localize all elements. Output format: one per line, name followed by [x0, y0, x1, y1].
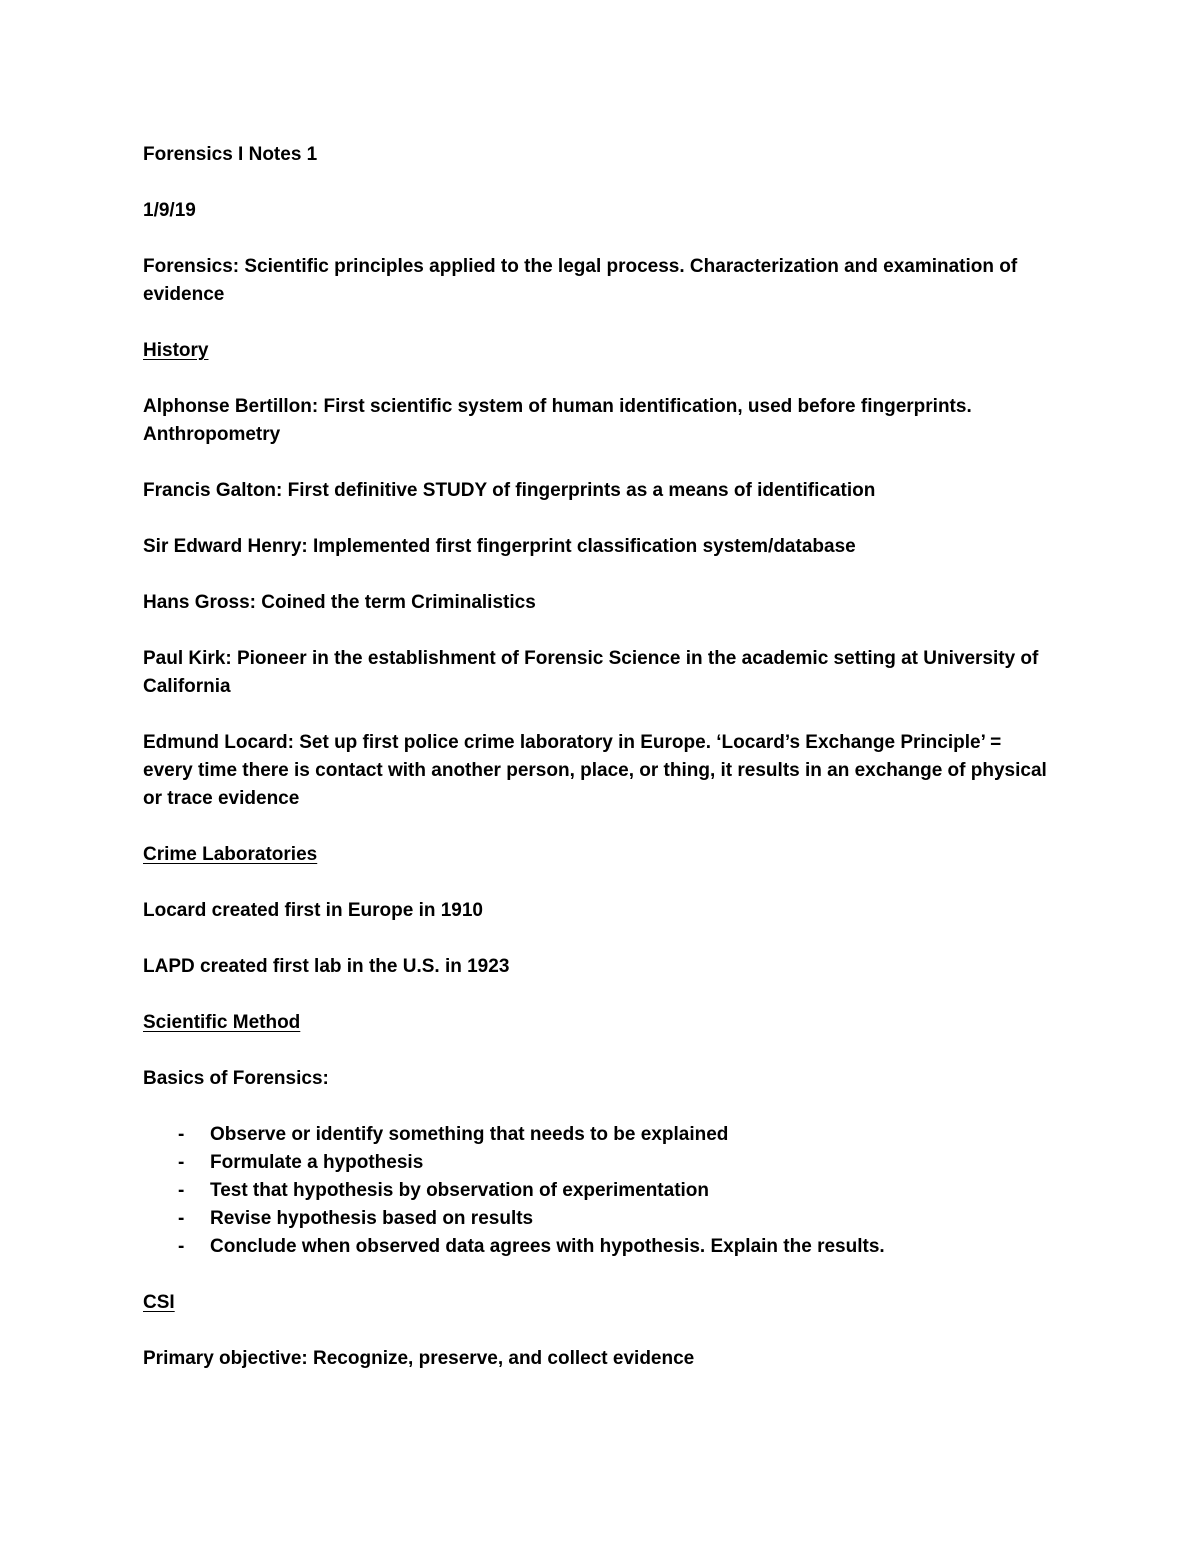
history-paragraph-henry: Sir Edward Henry: Implemented first fingerprint classification system/database [143, 536, 856, 557]
section-heading-scientific-method-text: Scientific Method [143, 1012, 301, 1033]
bullet-dash: - [178, 1208, 185, 1229]
history-paragraph-kirk: Paul Kirk: Pioneer in the establishment of Forensic Science in the academic setting at University of California [143, 648, 1039, 697]
section-heading-csi-text: CSI [143, 1292, 175, 1313]
list-item-text: Formulate a hypothesis [210, 1152, 424, 1173]
history-paragraph-locard: Edmund Locard: Set up first police crime laboratory in Europe. ‘Locard’s Exchange Principle’ = every time there is contact with another person, place, or thing, it results in an exchange of physical or trace evidence [143, 732, 1047, 809]
list-item-text: Observe or identify something that needs to be explained [210, 1124, 729, 1145]
list-item [143, 1177, 1050, 1205]
bullet-dash: - [178, 1180, 185, 1201]
list-item-text: Conclude when observed data agrees with hypothesis. Explain the results. [210, 1236, 885, 1257]
bullet-dash: - [178, 1124, 185, 1145]
crime-labs-paragraph-lapd: LAPD created first lab in the U.S. in 1923 [143, 956, 510, 977]
section-heading-crime-laboratories-text: Crime Laboratories [143, 844, 318, 865]
csi-paragraph-primary-objective: Primary objective: Recognize, preserve, and collect evidence [143, 1348, 695, 1369]
bullet-dash: - [178, 1152, 185, 1173]
history-paragraph-galton: Francis Galton: First definitive STUDY of fingerprints as a means of identification [143, 480, 876, 501]
history-paragraph-bertillon: Alphonse Bertillon: First scientific system of human identification, used before fingerprints. Anthropometry [143, 396, 972, 445]
section-heading-csi [143, 1289, 1050, 1317]
list-item-text: Test that hypothesis by observation of experimentation [210, 1180, 710, 1201]
section-heading-scientific-method [143, 1009, 1050, 1037]
list-item [143, 1205, 1050, 1233]
bullet-dash: - [178, 1236, 185, 1257]
section-heading-history [143, 337, 1050, 365]
scientific-method-list [143, 1121, 1050, 1261]
section-heading-crime-laboratories [143, 841, 1050, 869]
crime-labs-paragraph-europe: Locard created first in Europe in 1910 [143, 900, 483, 921]
section-heading-history-text: History [143, 340, 209, 361]
list-item [143, 1121, 1050, 1149]
list-item [143, 1233, 1050, 1261]
history-paragraph-gross: Hans Gross: Coined the term Criminalistics [143, 592, 536, 613]
list-item [143, 1149, 1050, 1177]
forensics-definition-paragraph: Forensics: Scientific principles applied to the legal process. Characterization and examination of evidence [143, 256, 1018, 305]
basics-of-forensics-lead: Basics of Forensics: [143, 1068, 329, 1089]
list-item-text: Revise hypothesis based on results [210, 1208, 534, 1229]
date-line: 1/9/19 [143, 200, 196, 221]
document-title: Forensics I Notes 1 [143, 144, 318, 165]
